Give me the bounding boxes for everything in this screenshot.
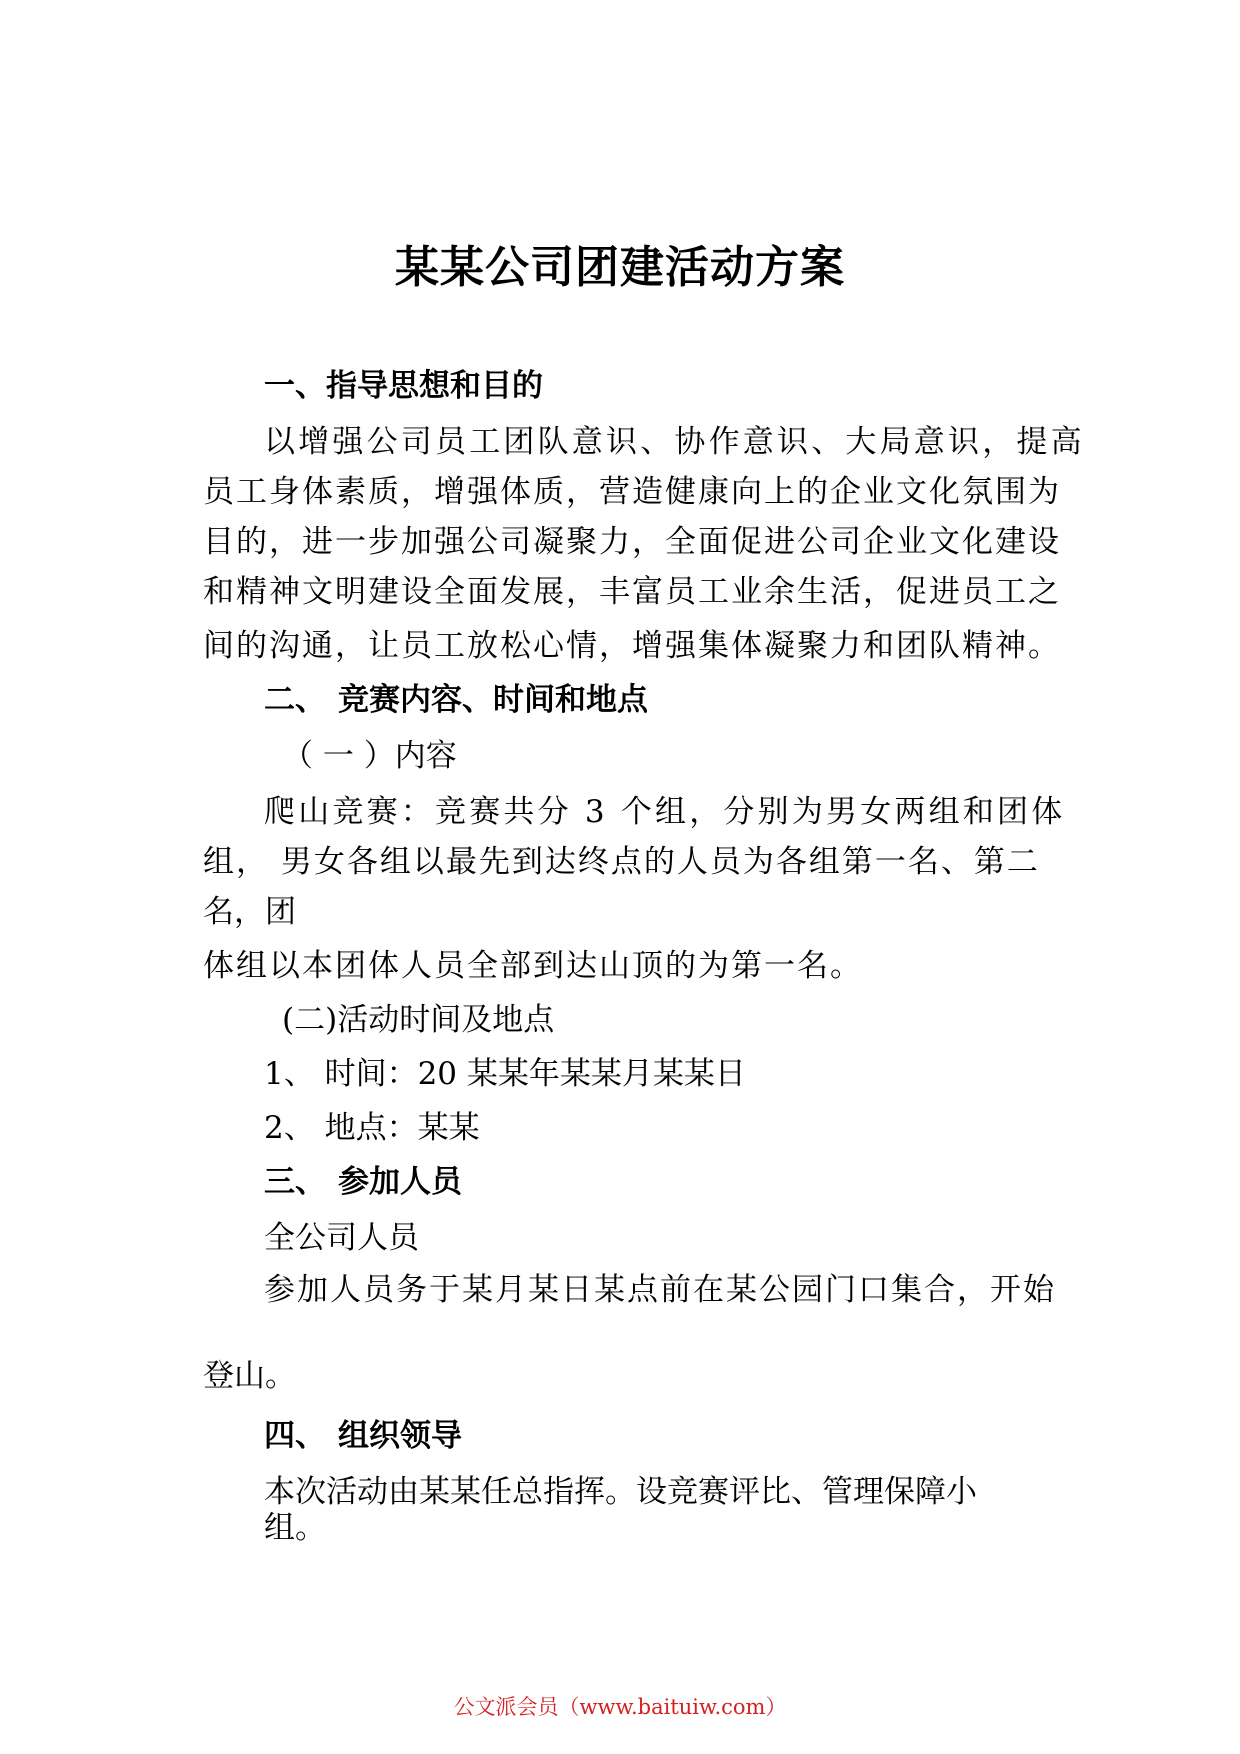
section-1-line-5: 间的沟通，让员工放松心情，增强集体凝聚力和团队精神。: [203, 628, 1061, 664]
content-line-2: 组， 男女各组以最先到达终点的人员为各组第一名、第二: [203, 844, 1040, 880]
subsection-content-label: （ 一 ）内容: [282, 738, 457, 774]
section-4-title: 组织领导: [338, 1418, 462, 1454]
section-4-number: 四、: [264, 1418, 326, 1454]
section-1-line-1: 以增强公司员工团队意识、协作意识、大局意识，提高: [264, 424, 1085, 460]
content-line-4: 体组以本团体人员全部到达山顶的为第一名。: [203, 948, 863, 984]
section-3-title: 参加人员: [338, 1164, 462, 1200]
section-4-heading: [264, 1416, 462, 1456]
assembly-line: 参加人员务于某月某日某点前在某公园门口集合，开始: [264, 1272, 1056, 1308]
section-1-heading: 一、指导思想和目的: [264, 368, 543, 404]
section-3-number: 三、: [264, 1164, 326, 1200]
section-2-heading: [264, 680, 648, 720]
content-line-3: 名，团: [203, 894, 296, 930]
section-1-line-2: 员工身体素质，增强体质，营造健康向上的企业文化氛围为: [203, 474, 1061, 510]
place-item: 2、 地点：某某: [264, 1110, 480, 1146]
content-line-1: 爬山竞赛：竞赛共分 3 个组，分别为男女两组和团体: [264, 794, 1066, 830]
leadership-line-1: 本次活动由某某任总指挥。设竞赛评比、管理保障小: [264, 1474, 977, 1510]
section-2-title: 竞赛内容、时间和地点: [338, 682, 648, 718]
leadership-line-2: 组。: [264, 1510, 326, 1546]
section-3-heading: [264, 1162, 462, 1202]
time-item: 1、 时间：20 某某年某某月某某日: [264, 1056, 746, 1092]
assembly-line-cont: 登山。: [203, 1358, 296, 1394]
subsection-time-place-label: (二)活动时间及地点: [282, 1002, 555, 1038]
document-title: 某某公司团建活动方案: [395, 242, 845, 293]
section-1-line-4: 和精神文明建设全面发展，丰富员工业余生活，促进员工之: [203, 574, 1061, 610]
section-1-line-3: 目的，进一步加强公司凝聚力，全面促进公司企业文化建设: [203, 524, 1061, 560]
footer-link[interactable]: 公文派会员（www.baituiw.com）: [453, 1695, 787, 1719]
section-2-number: 二、: [264, 682, 326, 718]
participants-line: 全公司人员: [264, 1220, 419, 1256]
